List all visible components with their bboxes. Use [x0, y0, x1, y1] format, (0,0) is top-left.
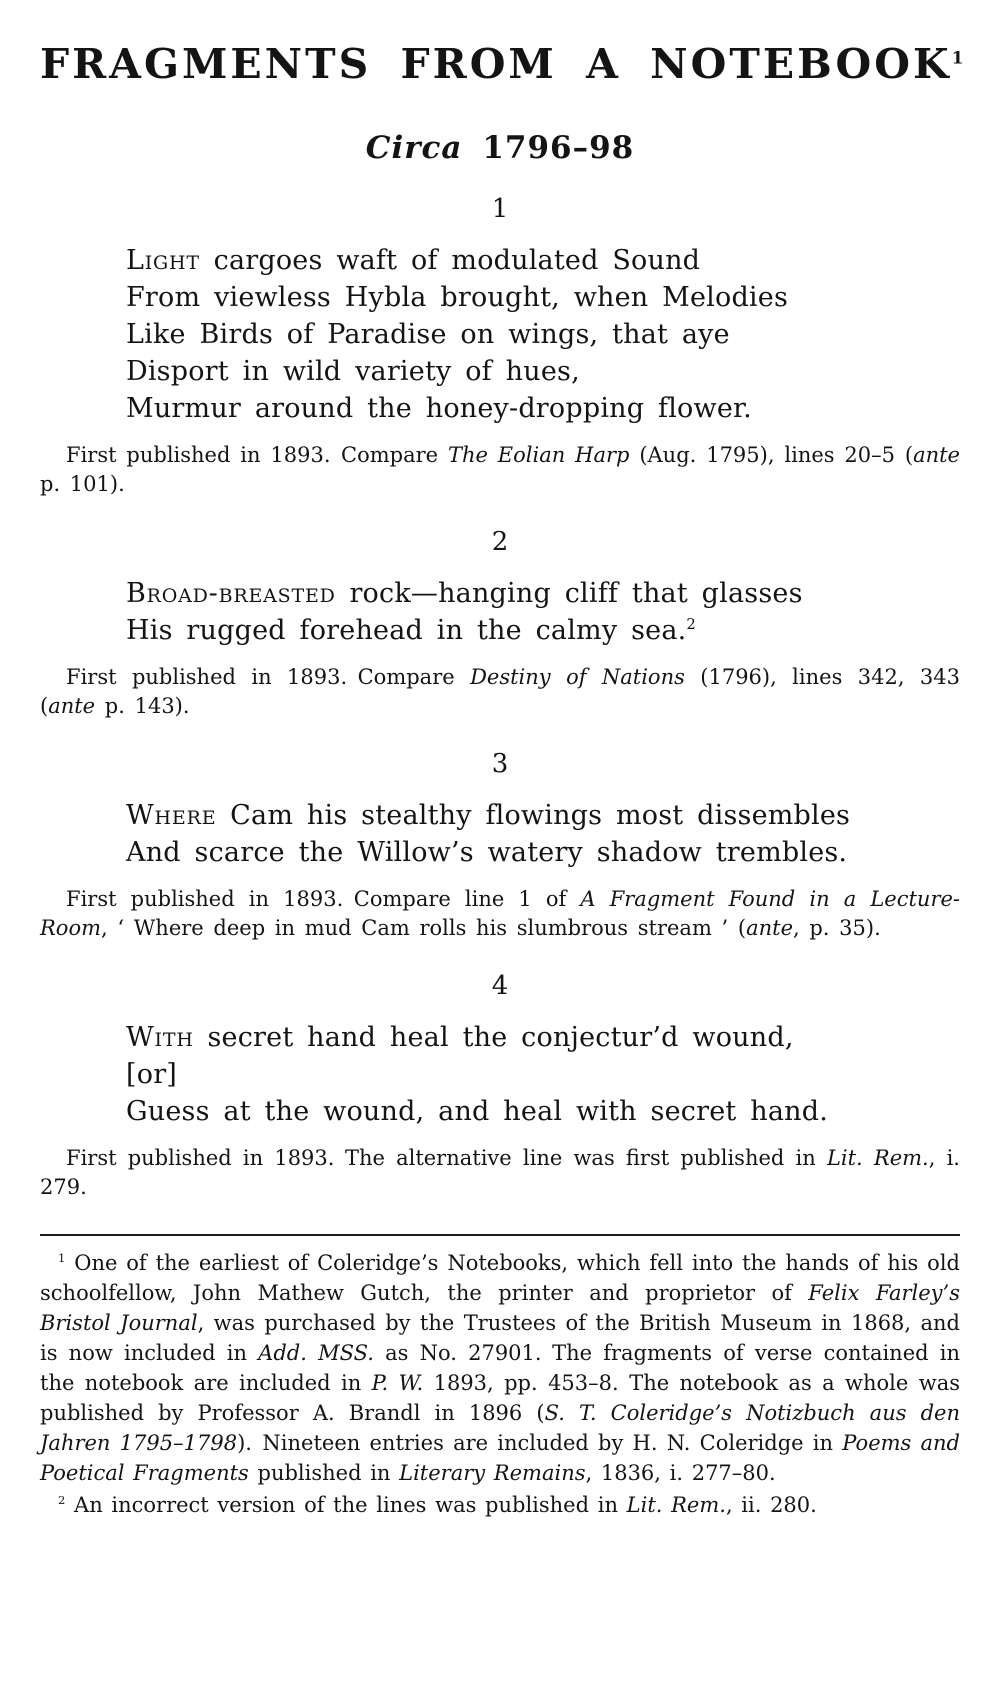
poem-line: Like Birds of Paradise on wings, that aye — [126, 319, 730, 350]
editorial-note-4: First published in 1893. The alternative line was first published in Lit. Rem., i. 279. — [40, 1146, 960, 1199]
poem-4 — [126, 1019, 960, 1130]
poem-line: Where Cam his stealthy flowings most dissembles — [126, 800, 851, 831]
section-number-3: 3 — [491, 749, 509, 779]
subtitle — [40, 130, 960, 166]
poem-line: Broad-breasted rock—hanging cliff that glasses — [126, 578, 803, 609]
poem-line: From viewless Hybla brought, when Melodies — [126, 282, 789, 313]
poem-line: And scarce the Willow’s watery shadow trembles. — [126, 837, 848, 868]
fragment-section-1 — [40, 194, 960, 499]
poem-line: With secret hand heal the conjectur’d wound, — [126, 1022, 794, 1053]
editorial-note-1: First published in 1893. Compare The Eolian Harp (Aug. 1795), lines 20–5 (ante p. 101). — [40, 443, 960, 496]
section-number-2: 2 — [491, 527, 509, 557]
poem-2 — [126, 575, 960, 649]
poem-line: [or] — [126, 1059, 178, 1090]
poem-line: Disport in wild variety of hues, — [126, 356, 580, 387]
poem-3 — [126, 797, 960, 871]
section-number-1: 1 — [491, 194, 509, 224]
subtitle-dates: 1796–98 — [482, 130, 635, 166]
poem-1 — [126, 242, 960, 427]
page-title-text: FRAGMENTS FROM A NOTEBOOK — [40, 40, 952, 88]
page-title — [40, 40, 964, 88]
footnote-divider — [40, 1234, 960, 1236]
poem-line: Guess at the wound, and heal with secret hand. — [126, 1096, 828, 1127]
poem-line: His rugged forehead in the calmy sea.$^2$ — [126, 615, 697, 646]
fragment-section-2 — [40, 527, 960, 721]
footnote-2: $^2$ An incorrect version of the lines was published in Lit. Rem., ii. 280. — [58, 1493, 817, 1517]
editorial-note-3: First published in 1893. Compare line 1 of A Fragment Found in a Lecture-Room, ‘ Where deep in mud Cam rolls his slumbrous stream ’ (ante, p. 35). — [40, 887, 961, 940]
poem-line: Murmur around the honey-dropping flower. — [126, 393, 752, 424]
fragment-section-3 — [40, 749, 960, 943]
title-footnote-ref: 1 — [951, 48, 964, 69]
editorial-note-2: First published in 1893. Compare Destiny of Nations (1796), lines 342, 343 (ante p. 143). — [40, 665, 960, 718]
fragment-section-4 — [40, 971, 960, 1202]
poem-line: Light cargoes waft of modulated Sound — [126, 245, 701, 276]
section-number-4: 4 — [491, 971, 509, 1001]
subtitle-circa: Circa — [365, 130, 463, 166]
footnote-1: $^1$ One of the earliest of Coleridge’s Notebooks, which fell into the hands of his old schoolfellow, John Mathew Gutch, the printer and proprietor of Felix Farley’s Bristol Journal, was purchased by the Trustees of the British Museum in 1868, and is now included in Add. MSS. as No. 27901. The fragments of verse contained in the notebook are included in P. W. 1893, pp. 453–8. The notebook as a whole was published by Professor A. Brandl in 1896 (S. T. Coleridge’s Notizbuch aus den Jahren 1795–1798). Nineteen entries are included by H. N. Coleridge in Poems and Poetical Fragments published in Literary Remains, 1836, i. 277–80. — [40, 1251, 961, 1485]
